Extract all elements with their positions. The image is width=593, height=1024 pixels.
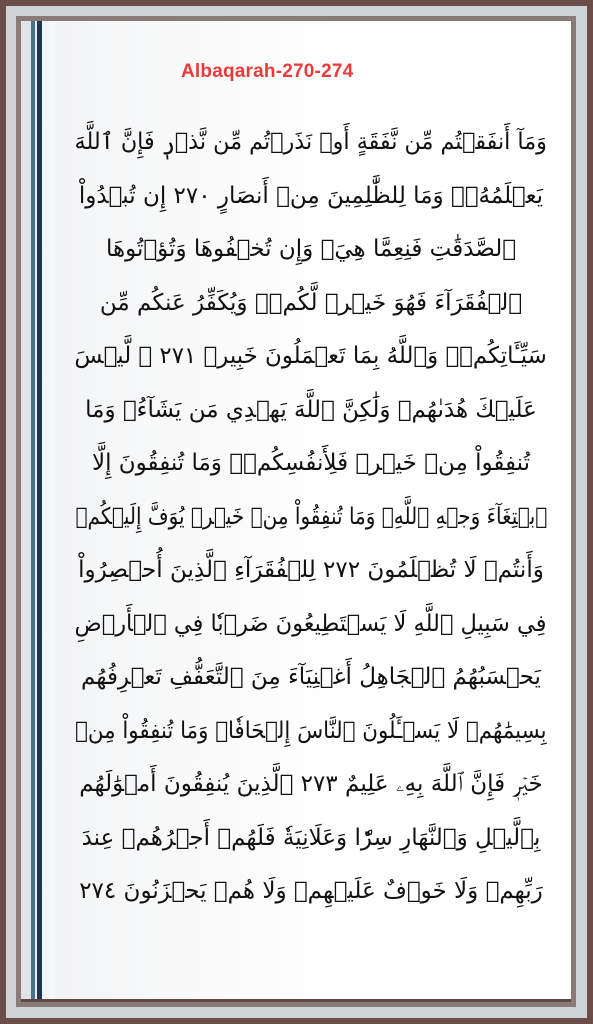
verse-line-3 [73,223,549,277]
verse-line-15 [73,865,549,919]
verse-line-text: وَمَآ أَنفَقۡتُم مِّن نَّفَقَةٍ أَوۡ نَذَرۡتُم مِّن نَّذۡرٖ فَإِنَّ ٱللَّهَ [74,129,548,156]
verse-line-11 [73,651,549,705]
verse-line-text: ٱبۡتِغَآءَ وَجۡهِ ٱللَّهِۚ وَمَا تُنفِقُواْ مِنۡ خَيۡرٖ يُوَفَّ إِلَيۡكُمۡ [75,503,547,530]
verse-line-text: رَبِّهِمۡ وَلَا خَوۡفٌ عَلَيۡهِمۡ وَلَا هُمۡ يَحۡزَنُونَ ٢٧٤ [79,878,543,905]
verse-line-14 [73,812,549,866]
page-frame-mat [6,6,587,1018]
verse-block [73,116,549,919]
verse-line-5 [73,330,549,384]
verse-line-10 [73,598,549,652]
verse-line-text: خَيۡرٖ فَإِنَّ ٱللَّهَ بِهِۦ عَلِيمٌ ٢٧٣ ٱلَّذِينَ يُنفِقُونَ أَمۡوَٰلَهُم [79,771,543,798]
verse-line-text: يَحۡسَبُهُمُ ٱلۡجَاهِلُ أَغۡنِيَآءَ مِنَ ٱلتَّعَفُّفِ تَعۡرِفُهُم [81,664,541,691]
verse-line-8 [73,491,549,545]
verse-line-1 [73,116,549,170]
verse-line-text: ٱلۡفُقَرَآءَ فَهُوَ خَيۡرٞ لَّكُمۡۚ وَيُكَفِّرُ عَنكُم مِّن [99,289,523,316]
verse-line-9 [73,544,549,598]
verse-line-text: عَلَيۡكَ هُدَىٰهُمۡ وَلَٰكِنَّ ٱللَّهَ يَهۡدِي مَن يَشَآءُۗ وَمَا [85,396,537,423]
verse-line-13 [73,758,549,812]
verse-line-12 [73,705,549,759]
verse-line-text: ٱلصَّدَقَٰتِ فَنِعِمَّا هِيَۖ وَإِن تُخۡفُوهَا وَتُؤۡتُوهَا [105,236,517,263]
page-spine [21,21,55,1002]
verse-line-text: يَعۡلَمُهُۥۗ وَمَا لِلظَّٰلِمِينَ مِنۡ أَنصَارٍ ٢٧٠ إِن تُبۡدُواْ [78,182,544,209]
verse-line-text: بِٱلَّيۡلِ وَٱلنَّهَارِ سِرّٗا وَعَلَانِيَةٗ فَلَهُمۡ أَجۡرُهُمۡ عِندَ [81,824,541,851]
page-bottom-edge [21,999,571,1002]
verse-line-2 [73,170,549,224]
page-title: Albaqarah-270-274 [181,61,354,82]
mushaf-page [21,21,571,1002]
verse-line-6 [73,384,549,438]
verse-line-text: بِسِيمَٰهُمۡ لَا يَسۡـَٔلُونَ ٱلنَّاسَ إِلۡحَافٗاۗ وَمَا تُنفِقُواْ مِنۡ [75,717,547,744]
verse-line-7 [73,437,549,491]
page-frame-inner [16,16,576,1007]
verse-line-text: وَأَنتُمۡ لَا تُظۡلَمُونَ ٢٧٢ لِلۡفُقَرَآءِ ٱلَّذِينَ أُحۡصِرُواْ [78,557,544,584]
verse-line-text: فِي سَبِيلِ ٱللَّهِ لَا يَسۡتَطِيعُونَ ضَرۡبٗا فِي ٱلۡأَرۡضِ [75,610,547,637]
verse-line-4 [73,277,549,331]
verse-line-text: سَيِّـَٔاتِكُمۡۗ وَٱللَّهُ بِمَا تَعۡمَلُونَ خَبِيرٞ ٢٧١ ۞ لَّيۡسَ [74,343,548,370]
verse-line-text: تُنفِقُواْ مِنۡ خَيۡرٖ فَلِأَنفُسِكُمۡۚ وَمَا تُنفِقُونَ إِلَّا [91,450,531,477]
